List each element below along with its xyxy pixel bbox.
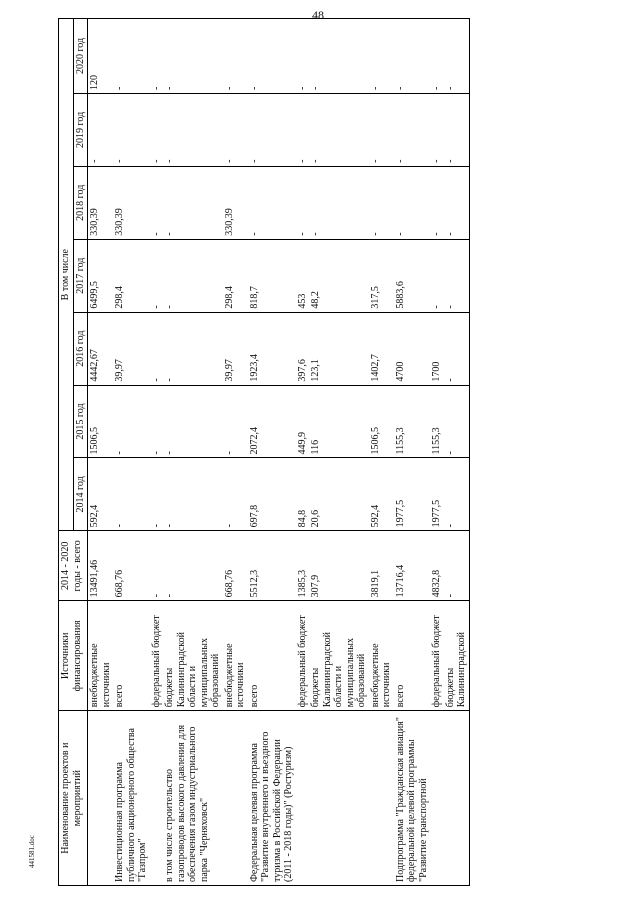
year-value-cell: 4700 xyxy=(394,312,431,385)
total-cell: 5512,3 xyxy=(248,531,296,601)
year-value-cell: 120 xyxy=(88,19,114,94)
source-cell: всего xyxy=(113,601,150,711)
name-cell: Инвестиционная программа публичного акционерного общества "Газпром" xyxy=(113,711,150,886)
table-row xyxy=(430,19,444,886)
year-value-cell: - xyxy=(223,458,248,531)
year-value-cell: 84,8 xyxy=(296,458,310,531)
year-value-cell: - xyxy=(88,93,114,166)
total-cell: 668,76 xyxy=(113,531,150,601)
header-name: Наименование проектов и мероприятий xyxy=(59,711,88,886)
year-value-cell: 39,97 xyxy=(223,312,248,385)
year-value-cell: - xyxy=(163,239,223,312)
year-value-cell: 1977,5 xyxy=(394,458,431,531)
year-value-cell: - xyxy=(223,385,248,458)
year-value-cell: - xyxy=(444,93,470,166)
year-value-cell: 48,2 xyxy=(309,239,369,312)
year-value-cell: 818,7 xyxy=(248,239,296,312)
total-cell: 3819,1 xyxy=(369,531,394,601)
header-year: 2020 год xyxy=(73,19,88,94)
table-row xyxy=(296,19,310,886)
year-value-cell: - xyxy=(309,166,369,239)
table-row xyxy=(309,19,369,886)
year-value-cell: 397,6 xyxy=(296,312,310,385)
year-value-cell: - xyxy=(444,239,470,312)
year-value-cell: - xyxy=(309,19,369,94)
year-value-cell: 39,97 xyxy=(113,312,150,385)
year-value-cell: - xyxy=(150,93,164,166)
table-row xyxy=(223,19,248,886)
year-value-cell: - xyxy=(223,19,248,94)
year-value-cell: 1155,3 xyxy=(430,385,444,458)
year-value-cell: - xyxy=(296,166,310,239)
year-value-cell: - xyxy=(163,93,223,166)
table-row xyxy=(88,19,114,886)
year-value-cell: - xyxy=(296,19,310,94)
year-value-cell: 298,4 xyxy=(223,239,248,312)
year-value-cell: - xyxy=(430,239,444,312)
name-cell xyxy=(369,711,394,886)
year-value-cell: 4442,67 xyxy=(88,312,114,385)
total-cell: 307,9 xyxy=(309,531,369,601)
year-value-cell: - xyxy=(444,166,470,239)
name-cell: Подпрограмма "Гражданская авиация" федеральной целевой программы "Развитие транспортной xyxy=(394,711,431,886)
source-cell: федеральный бюджет xyxy=(430,601,444,711)
year-value-cell: 116 xyxy=(309,385,369,458)
year-value-cell: - xyxy=(394,93,431,166)
name-cell xyxy=(309,711,369,886)
name-cell xyxy=(88,711,114,886)
name-cell: Федеральная целевая программа "Развитие внутреннего и въездного туризма в Российской Федерации (2011 - 2018 годы)" (Ростуризм) xyxy=(248,711,296,886)
year-value-cell: 592,4 xyxy=(369,458,394,531)
year-value-cell: - xyxy=(444,385,470,458)
header-year: 2015 год xyxy=(73,385,88,458)
header-year: 2017 год xyxy=(73,239,88,312)
year-value-cell: 330,39 xyxy=(88,166,114,239)
header-year: 2018 год xyxy=(73,166,88,239)
source-cell: внебюджетные источники xyxy=(369,601,394,711)
year-value-cell: - xyxy=(163,166,223,239)
year-value-cell: - xyxy=(369,166,394,239)
year-value-cell: - xyxy=(150,19,164,94)
year-value-cell: - xyxy=(430,19,444,94)
year-value-cell: - xyxy=(163,458,223,531)
source-cell: федеральный бюджет xyxy=(296,601,310,711)
table-row xyxy=(150,19,164,886)
year-value-cell: - xyxy=(394,19,431,94)
year-value-cell: 1923,4 xyxy=(248,312,296,385)
year-value-cell: - xyxy=(430,166,444,239)
total-cell: - xyxy=(163,531,223,601)
year-value-cell: - xyxy=(113,93,150,166)
year-value-cell: 449,9 xyxy=(296,385,310,458)
name-cell xyxy=(296,711,310,886)
source-cell: внебюджетные источники xyxy=(88,601,114,711)
year-value-cell: - xyxy=(248,166,296,239)
source-cell: бюджеты Калининградской области и муниципальных образований xyxy=(163,601,223,711)
year-value-cell: - xyxy=(150,239,164,312)
year-value-cell: - xyxy=(113,458,150,531)
year-value-cell: - xyxy=(309,93,369,166)
page-number: 48 xyxy=(312,8,324,22)
year-value-cell: - xyxy=(444,312,470,385)
table-row xyxy=(163,19,223,886)
year-value-cell: 697,8 xyxy=(248,458,296,531)
total-cell: 4832,8 xyxy=(430,531,444,601)
header-year: 2019 год xyxy=(73,93,88,166)
document-id: 441581.doc xyxy=(28,835,36,868)
table-row xyxy=(444,19,470,886)
source-cell: бюджеты Калининградской области и муниципальных образований xyxy=(309,601,369,711)
year-value-cell: 298,4 xyxy=(113,239,150,312)
year-value-cell: 317,5 xyxy=(369,239,394,312)
year-value-cell: - xyxy=(369,19,394,94)
year-value-cell: - xyxy=(150,385,164,458)
header-year: 2016 год xyxy=(73,312,88,385)
total-cell: - xyxy=(444,531,470,601)
year-value-cell: 1506,5 xyxy=(369,385,394,458)
table-body xyxy=(88,19,470,886)
name-cell xyxy=(430,711,444,886)
year-value-cell: 1155,3 xyxy=(394,385,431,458)
year-value-cell: - xyxy=(296,93,310,166)
total-cell: 13716,4 xyxy=(394,531,431,601)
year-value-cell: 330,39 xyxy=(113,166,150,239)
table-row xyxy=(394,19,431,886)
year-value-cell: 592,4 xyxy=(88,458,114,531)
year-value-cell: - xyxy=(163,385,223,458)
year-value-cell: 20,6 xyxy=(309,458,369,531)
name-cell: в том числе строительство газопроводов высокого давления для обеспечения газом индустриального парка "Черняховск" xyxy=(163,711,223,886)
year-value-cell: - xyxy=(150,166,164,239)
year-value-cell: 1506,5 xyxy=(88,385,114,458)
year-value-cell: 1700 xyxy=(430,312,444,385)
year-value-cell: 2072,4 xyxy=(248,385,296,458)
year-value-cell: - xyxy=(113,19,150,94)
year-value-cell: - xyxy=(223,93,248,166)
year-value-cell: - xyxy=(394,166,431,239)
source-cell: всего xyxy=(394,601,431,711)
rotated-table-container xyxy=(58,18,596,886)
year-value-cell: - xyxy=(113,385,150,458)
name-cell xyxy=(444,711,470,886)
year-value-cell: - xyxy=(369,93,394,166)
year-value-cell: 5883,6 xyxy=(394,239,431,312)
total-cell: 668,76 xyxy=(223,531,248,601)
name-cell xyxy=(223,711,248,886)
year-value-cell: 453 xyxy=(296,239,310,312)
table-row xyxy=(369,19,394,886)
header-in-that: В том числе xyxy=(59,19,74,531)
total-cell: 1385,3 xyxy=(296,531,310,601)
year-value-cell: - xyxy=(248,93,296,166)
year-value-cell: 1977,5 xyxy=(430,458,444,531)
total-cell: - xyxy=(150,531,164,601)
year-value-cell: - xyxy=(444,458,470,531)
year-value-cell: - xyxy=(163,312,223,385)
header-source: Источники финансирования xyxy=(59,601,88,711)
financing-table xyxy=(58,18,470,886)
table-row xyxy=(248,19,296,886)
year-value-cell: - xyxy=(430,93,444,166)
name-cell xyxy=(150,711,164,886)
header-year: 2014 год xyxy=(73,458,88,531)
total-cell: 13491,46 xyxy=(88,531,114,601)
year-value-cell: 1402,7 xyxy=(369,312,394,385)
year-value-cell: - xyxy=(163,19,223,94)
table-row xyxy=(113,19,150,886)
year-value-cell: 6499,5 xyxy=(88,239,114,312)
year-value-cell: 330,39 xyxy=(223,166,248,239)
year-value-cell: - xyxy=(150,312,164,385)
year-value-cell: - xyxy=(444,19,470,94)
source-cell: внебюджетные источники xyxy=(223,601,248,711)
source-cell: всего xyxy=(248,601,296,711)
source-cell: федеральный бюджет xyxy=(150,601,164,711)
year-value-cell: - xyxy=(150,458,164,531)
year-value-cell: 123,1 xyxy=(309,312,369,385)
source-cell: бюджеты Калининградской xyxy=(444,601,470,711)
header-total: 2014 - 2020 годы - всего xyxy=(59,531,88,601)
year-value-cell: - xyxy=(248,19,296,94)
